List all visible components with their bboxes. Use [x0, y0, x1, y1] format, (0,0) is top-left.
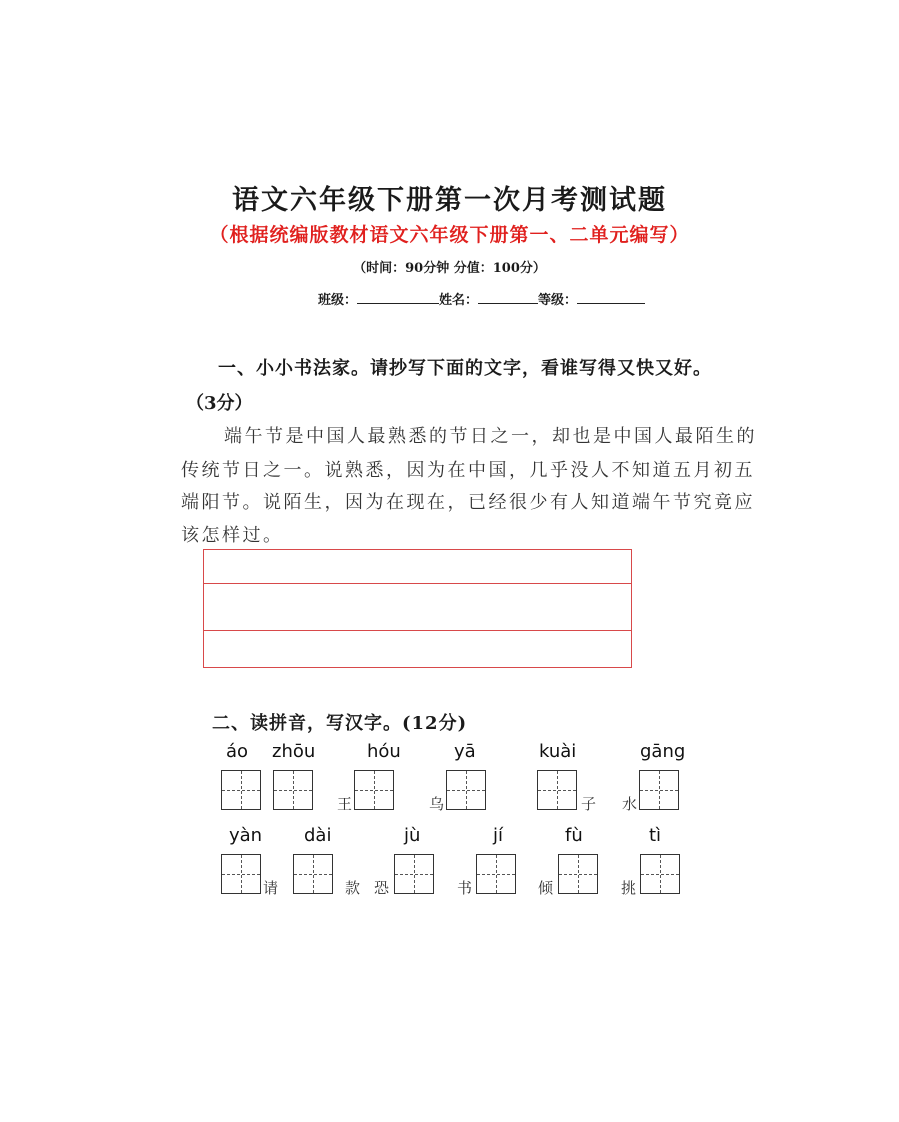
section1-heading: 一、小小书法家。请抄写下面的文字，看谁写得又快又好。: [218, 358, 712, 379]
class-blank[interactable]: [357, 291, 439, 304]
section1-score: （3分）: [186, 393, 253, 414]
given-character: 书: [457, 879, 473, 897]
tianzi-grid-box[interactable]: [221, 854, 261, 894]
tianzi-grid-box[interactable]: [446, 770, 486, 810]
given-character: 子: [581, 795, 597, 813]
tianzi-grid-box[interactable]: [221, 770, 261, 810]
tianzi-grid-box[interactable]: [639, 770, 679, 810]
tianzi-grid-box[interactable]: [394, 854, 434, 894]
given-character: 倾: [538, 879, 554, 897]
copy-rule-line: [204, 630, 631, 631]
pinyin-label: hóu: [367, 741, 401, 762]
time-score-line: （时间：90分钟 分值：100分）: [353, 261, 546, 276]
copy-rule-line: [204, 583, 631, 584]
tianzi-grid-box[interactable]: [293, 854, 333, 894]
pinyin-label: dài: [304, 825, 332, 846]
given-character: 王: [337, 795, 353, 813]
copy-writing-box[interactable]: [203, 549, 632, 668]
pinyin-label: áo: [226, 741, 249, 762]
tianzi-grid-box[interactable]: [273, 770, 313, 810]
pinyin-label: yàn: [229, 825, 263, 846]
student-info-line: [318, 289, 645, 308]
pinyin-label: jí: [493, 825, 504, 846]
given-character: 请: [263, 879, 279, 897]
pinyin-label: gāng: [640, 741, 686, 762]
tianzi-grid-box[interactable]: [537, 770, 577, 810]
pinyin-label: tì: [649, 825, 662, 846]
given-character: 水: [622, 795, 638, 813]
pinyin-label: zhōu: [272, 741, 316, 762]
passage-line: 该怎样过。: [181, 525, 284, 546]
given-character: 乌: [429, 795, 445, 813]
page-subtitle: （根据统编版教材语文六年级下册第一、二单元编写）: [209, 224, 690, 246]
name-label: 姓名：: [439, 293, 479, 308]
pinyin-label: fù: [565, 825, 583, 846]
grade-blank[interactable]: [577, 291, 645, 304]
tianzi-grid-box[interactable]: [476, 854, 516, 894]
pinyin-label: jù: [404, 825, 421, 846]
grade-label: 等级：: [538, 293, 578, 308]
page-title: 语文六年级下册第一次月考测试题: [232, 185, 667, 216]
passage-line: 端午节是中国人最熟悉的节日之一，却也是中国人最陌生的: [224, 426, 757, 447]
name-blank[interactable]: [478, 291, 538, 304]
given-character: 挑: [621, 879, 637, 897]
class-label: 班级：: [318, 293, 358, 308]
given-character: 恐: [374, 879, 390, 897]
tianzi-grid-box[interactable]: [354, 770, 394, 810]
pinyin-label: yā: [454, 741, 476, 762]
pinyin-label: kuài: [539, 741, 577, 762]
tianzi-grid-box[interactable]: [640, 854, 680, 894]
passage-line: 传统节日之一。说熟悉，因为在中国，几乎没人不知道五月初五: [181, 460, 755, 481]
tianzi-grid-box[interactable]: [558, 854, 598, 894]
passage-line: 端阳节。说陌生，因为在现在，已经很少有人知道端午节究竟应: [181, 492, 755, 513]
given-character: 款: [345, 879, 361, 897]
section2-heading: 二、读拼音，写汉字。(12分): [212, 713, 468, 734]
